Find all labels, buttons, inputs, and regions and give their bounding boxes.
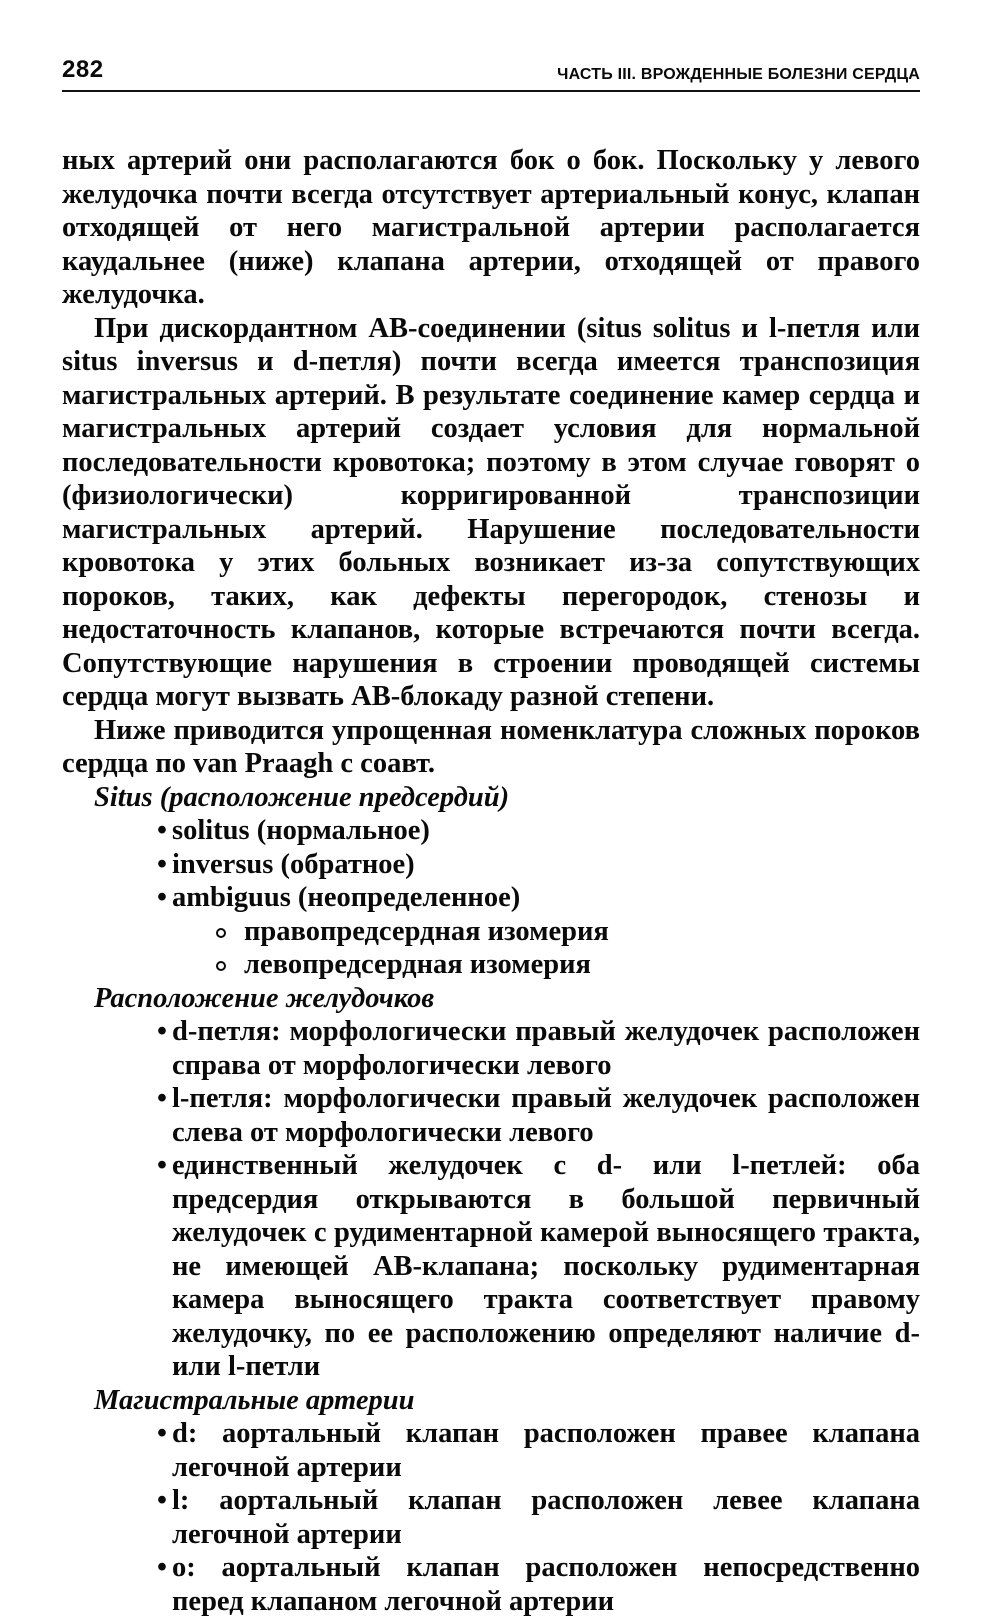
paragraph-nomenclature-intro: Ниже приводится упрощенная номенклатура сложных пороков сердца по van Praagh с соавт. [62, 714, 920, 779]
list-item: • d: аортальный клапан расположен правее клапана легочной артерии [157, 1417, 920, 1484]
arteries-list [62, 1417, 920, 1618]
section-heading-situs: Situs (расположение предсердий) [94, 781, 510, 813]
paragraph-discordant-av: При дискордантном АВ-соединении (situs solitus и l-петля или situs inversus и d-петля) почти всегда имеется транспозиция магистральных артерий. В результате соединение камер сердца и магистральных артерий создает условия для нормальной последовательности кровотока; поэтому в этом случае говорят о (физиологически) корригированной транспозиции магистральных артерий. Нарушение последовательности кровотока у этих больных возникает из-за сопутствующих пороков, таких, как дефекты перегородок, стенозы и недостаточность клапанов, которые встречаются почти всегда. Сопутствующие нарушения в строении проводящей системы сердца могут вызвать АВ-блокаду разной степени. [62, 312, 920, 712]
sublist-item: левопредсердная изомерия [212, 948, 920, 982]
isomerism-sublist [172, 915, 920, 982]
list-item: • d-петля: морфологически правый желудочек расположен справа от морфологически левого [157, 1015, 920, 1082]
list-item: • l-петля: морфологически правый желудочек расположен слева от морфологически левого [157, 1082, 920, 1149]
situs-list [62, 814, 920, 982]
list-item: • solitus (нормальное) [157, 814, 920, 848]
list-item-ambiguus [157, 881, 920, 982]
page-header [62, 44, 920, 92]
list-item: • inversus (обратное) [157, 848, 920, 882]
book-page [62, 44, 920, 1618]
sublist-item: правопредсердная изомерия [212, 915, 920, 949]
section-heading-ventricles: Расположение желудочков [94, 982, 435, 1014]
list-item: • единственный желудочек с d- или l-петлей: оба предсердия открываются в большой первичный желудочек с рудиментарной камерой выносящего тракта, не имеющей АВ-клапана; поскольку рудиментарная камера выносящего тракта соответствует правому желудочку, по ее расположению определяют наличие d- или l-петли [157, 1149, 920, 1384]
running-head: ЧАСТЬ III. ВРОЖДЕННЫЕ БОЛЕЗНИ СЕРДЦА [557, 66, 920, 83]
list-item: • o: аортальный клапан расположен непосредственно перед клапаном легочной артерии [157, 1551, 920, 1618]
list-item: • l: аортальный клапан расположен левее клапана легочной артерии [157, 1484, 920, 1551]
section-heading-arteries: Магистральные артерии [94, 1384, 415, 1416]
list-item-label: ambiguus (неопределенное) [172, 882, 521, 913]
page-number: 282 [62, 56, 104, 83]
paragraph-continued: ных артерий они располагаются бок о бок. Поскольку у левого желудочка почти всегда отсутствует артериальный конус, клапан отходящей от него магистральной артерии располагается каудальнее (ниже) клапана артерии, отходящей от правого желудочка. [62, 145, 920, 310]
page-body [62, 144, 920, 1618]
ventricles-list [62, 1015, 920, 1384]
